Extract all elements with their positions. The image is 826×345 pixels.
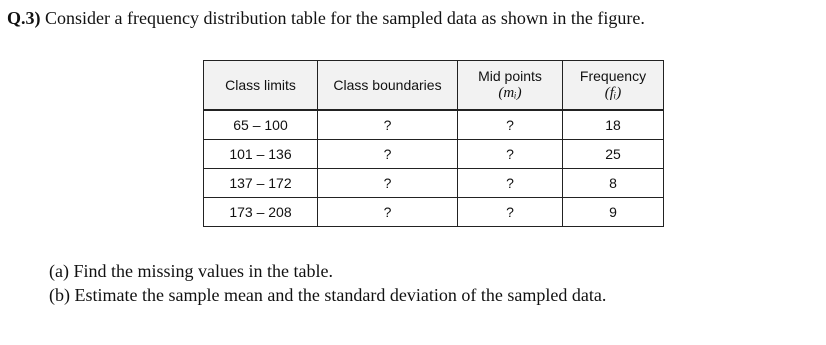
mid-point-cell: ? [458, 140, 563, 169]
frequency-cell: 18 [563, 110, 664, 140]
frequency-cell: 25 [563, 140, 664, 169]
class-limits-cell: 173 – 208 [204, 198, 318, 227]
table-row [204, 198, 664, 227]
question-number: Q.3) [7, 8, 41, 28]
mid-point-cell: ? [458, 110, 563, 140]
header-frequency [563, 61, 664, 111]
table-header-row [204, 61, 664, 111]
table-row [204, 140, 664, 169]
question-heading [7, 7, 645, 29]
table-row [204, 169, 664, 198]
part-b-text: (b) Estimate the sample mean and the standard deviation of the sampled data. [49, 285, 607, 305]
header-mid-points-label: Mid points [478, 68, 542, 84]
class-boundaries-cell: ? [318, 169, 458, 198]
header-frequency-label: Frequency [579, 68, 647, 84]
frequency-cell: 8 [563, 169, 664, 198]
class-limits-cell: 101 – 136 [204, 140, 318, 169]
header-mid-points-symbol: (mᵢ) [498, 85, 522, 101]
class-limits-cell: 137 – 172 [204, 169, 318, 198]
class-boundaries-cell: ? [318, 198, 458, 227]
header-class-boundaries: Class boundaries [318, 61, 458, 111]
frequency-distribution-table [203, 60, 664, 227]
part-a-text: (a) Find the missing values in the table. [49, 261, 333, 281]
question-text: Consider a frequency distribution table for the sampled data as shown in the figure. [45, 8, 645, 28]
table-row [204, 110, 664, 140]
mid-point-cell: ? [458, 198, 563, 227]
class-boundaries-cell: ? [318, 110, 458, 140]
header-frequency-symbol: (fᵢ) [604, 85, 622, 101]
question-parts [49, 259, 606, 307]
header-class-limits: Class limits [204, 61, 318, 111]
frequency-cell: 9 [563, 198, 664, 227]
class-boundaries-cell: ? [318, 140, 458, 169]
mid-point-cell: ? [458, 169, 563, 198]
header-mid-points [458, 61, 563, 111]
class-limits-cell: 65 – 100 [204, 110, 318, 140]
